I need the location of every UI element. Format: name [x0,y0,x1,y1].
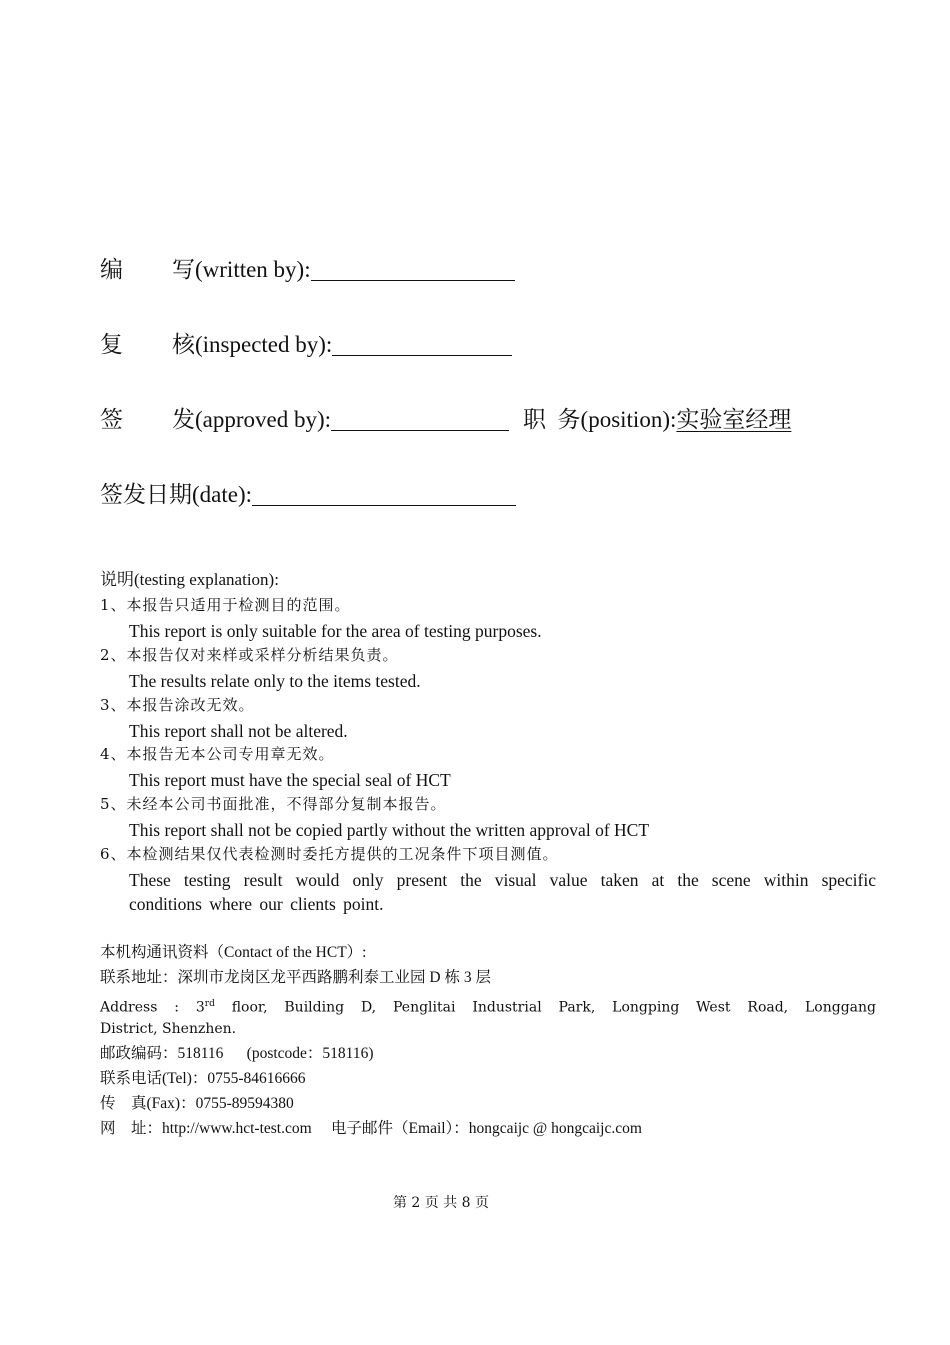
explanation-item-3-en: This report shall not be altered. [129,721,348,741]
approved-by-row [100,404,791,435]
explanation-item-2-en: The results relate only to the items tested. [129,671,421,691]
contact-web-email: 网 址：http://www.hct-test.com 电子邮件（Email）：hongcaijc @ hongcaijc.com [100,1120,642,1137]
contact-tel: 联系电话(Tel)：0755-84616666 [100,1070,306,1087]
written-by-line [311,254,515,281]
written-label-en: (written by): [195,257,311,282]
position-label: 职 务(position): [523,407,677,432]
explanation-item-1-cn: 1、本报告只适用于检测目的范围。 [100,596,351,614]
explanation-item-6-cn: 6、本检测结果仅代表检测时委托方提供的工况条件下项目测值。 [100,845,559,863]
address-en-rest: floor, Building D, Penglitai Industrial Park, Longping West Road, Longgang [214,999,876,1016]
inspected-by-row [100,329,512,360]
explanation-item-3-cn: 3、本报告涂改无效。 [100,696,255,714]
contact-address-en [100,992,876,1020]
explanation-item-5-cn: 5、未经本公司书面批准，不得部分复制本报告。 [100,795,447,813]
contact-address-en-line2: District, Shenzhen. [100,1021,237,1037]
explanation-item-4-en: This report must have the special seal of HCT [129,770,451,790]
explanation-item-2-cn: 2、本报告仅对来样或采样分析结果负责。 [100,646,399,664]
written-by-row [100,254,515,285]
inspected-by-line [332,329,512,356]
inspected-label-en: (inspected by): [195,332,333,357]
date-label: 签发日期(date): [100,482,253,507]
contact-postcode: 邮政编码：518116 (postcode：518116) [100,1045,374,1062]
explanation-heading: 说明(testing explanation): [100,570,279,589]
date-line [252,479,516,506]
contact-heading: 本机构通讯资料（Contact of the HCT）: [100,944,367,961]
approved-by-line [331,404,509,431]
written-label-cn-b: 写 [172,257,195,282]
written-label-cn-a: 编 [100,257,123,282]
position-value: 实验室经理 [676,407,792,432]
date-row [100,479,516,510]
approved-label-cn-a: 签 [100,407,123,432]
approved-label-cn-b: 发 [172,407,195,432]
explanation-item-5-en: This report shall not be copied partly without the written approval of HCT [129,820,650,840]
explanation-item-1-en: This report is only suitable for the area of testing purposes. [129,621,542,641]
address-en-label: Address : 3 [100,999,205,1016]
explanation-item-6-en: These testing result would only present the visual value taken at the scene within specific conditions where our clients point. [129,870,876,914]
contact-fax: 传 真(Fax)：0755-89594380 [100,1095,294,1112]
page-number: 第 2 页 共 8 页 [392,1195,490,1211]
address-en-sup: rd [204,999,215,1009]
contact-address-cn: 联系地址：深圳市龙岗区龙平西路鹏利泰工业园 D 栋 3 层 [100,969,491,986]
approved-label-en: (approved by): [195,407,332,432]
inspected-label-cn-a: 复 [100,332,123,357]
explanation-item-4-cn: 4、本报告无本公司专用章无效。 [100,745,335,763]
inspected-label-cn-b: 核 [172,332,195,357]
